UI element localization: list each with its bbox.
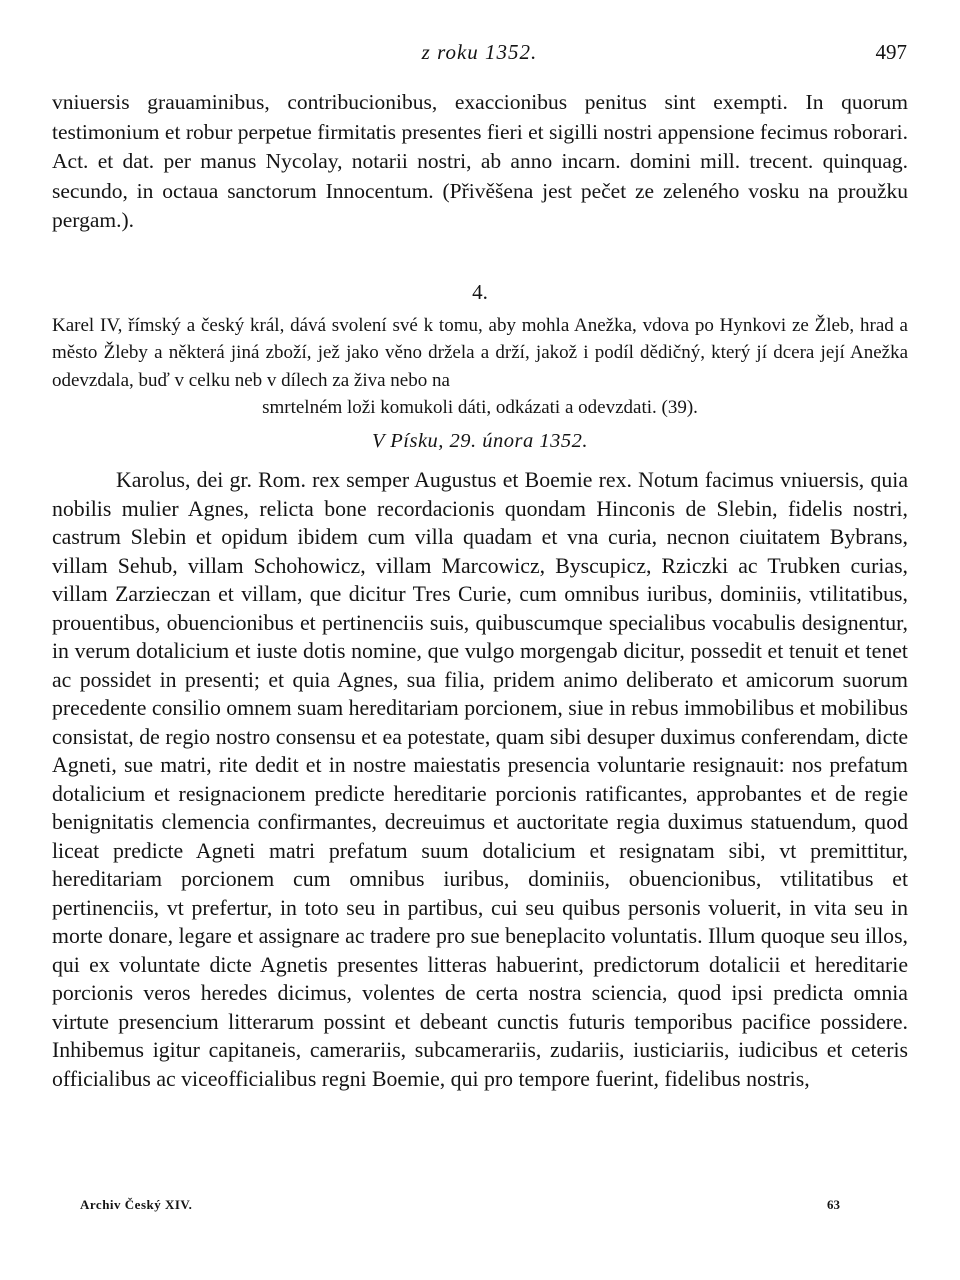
regest-text: Karel IV, římský a český král, dává svolení své k tomu, aby mohla Anežka, vdova po Hynkovi ze Žleb, hrad a město Žleby a některá jiná zboží, jež jako věno držela a drží, jakož i podíl dědičný, který jí dcera její Anežka odevzdala, buď v celku neb v dílech za živa nebo na (52, 315, 908, 391)
running-head (52, 40, 907, 70)
body-text: Karolus, dei gr. Rom. rex semper Augustus et Boemie rex. Notum facimus vniuersis, quia nobilis mulier Agnes, relicta bone recordacionis quondam Hinconis de Slebin, fidelis nostri, castrum Slebin et opidum ibidem cum villa quadam et vna curia, necnon ciuitatem Bybrans, villam Sehub, villam Schohowicz, villam Marcowicz, Byscupicz, Rziczki ac Trubken curias, villam Zarzieczan et villam, que dicitur Tres Curie, cum omnibus iuribus, dominiis, vtilitatibus, prouentibus, obuencionibus et pertinenciis suis, quibuscumque specialibus vocabulis designentur, in verum dotalicium et iuste dotis nomine, que vulgo morgengab dicitur, possedit et tenuit et tenet ac possidet in presenti; et quia Agnes, sua filia, pridem animo deliberato et amicorum suorum precedente consilio omnem suam hereditariam porcionem, siue in rebus immobilibus et mobilibus consistat, de regio nostro consensu et ea potestate, quam sibi desuper duximus conferendam, dicte Agneti, sue matri, rite dedit et in nostre maiestatis presencia voluntarie resignauit: nos prefatum dotalicium et resignacionem predicte hereditarie porcionis ratificantes, approbantes et de regie benignitatis clemencia confirmantes, decreuimus et auctoritate regia duximus statuendum, quod liceat predicte Agneti matri prefatum suum dotalicium et resignatam sibi, vt premittitur, hereditariam porcionem cum omnibus iuribus, dominiis, obuencionibus, vtilitatibus et pertinenciis, vt prefertur, in toto seu in partibus, cui seu quibus personis voluerit, in vita seu in morte donare, legare et assignare ac tradere pro sue beneplacito voluntatis. Illum quoque seu illos, qui ex voluntate dicte Agnetis presentes litteras habuerint, predictorum dotalicii et hereditarie porcionis veros heredes dicimus, volentes de certa nostra sciencia, quod ipsi predicta omnia virtute presencium litterarum possint et debeant cunctis futuris temporibus pacifice possidere. Inhibemus igitur capitaneis, camerariis, subcamerariis, zudariis, iusticiariis, iudicibus et ceteris officialibus ac viceofficialibus regni Boemie, qui pro tempore fuerint, fidelibus nostris, (52, 468, 908, 1091)
page-footer (80, 1197, 840, 1219)
document-body (52, 466, 908, 1093)
page-number: 497 (875, 40, 907, 64)
signature-mark: Archiv Český XIV. (80, 1197, 193, 1212)
previous-document-text: vniuersis grauaminibus, contribucionibus, exaccionibus penitus sint exempti. In quorum testimonium et robur perpetue firmitatis presentes fieri et sigilli nostri appensione fecimus roborari. Act. et dat. per manus Nycolay, notarii nostri, ab anno incarn. domini mill. trecent. quinquag. secundo, in octaua sanctorum Innocentum. (Přivěšena jest pečet ze zeleného vosku na proužku pergam.). (52, 90, 908, 232)
regest-last-line: smrtelném loži komukoli dáti, odkázati a odevzdati. (39). (262, 396, 698, 418)
document-number: 4. (472, 280, 488, 304)
document-dateline: V Písku, 29. února 1352. (371, 430, 589, 452)
signature-number: 63 (827, 1197, 840, 1212)
running-title: z roku 1352. (421, 40, 538, 64)
document-regest (52, 312, 908, 421)
